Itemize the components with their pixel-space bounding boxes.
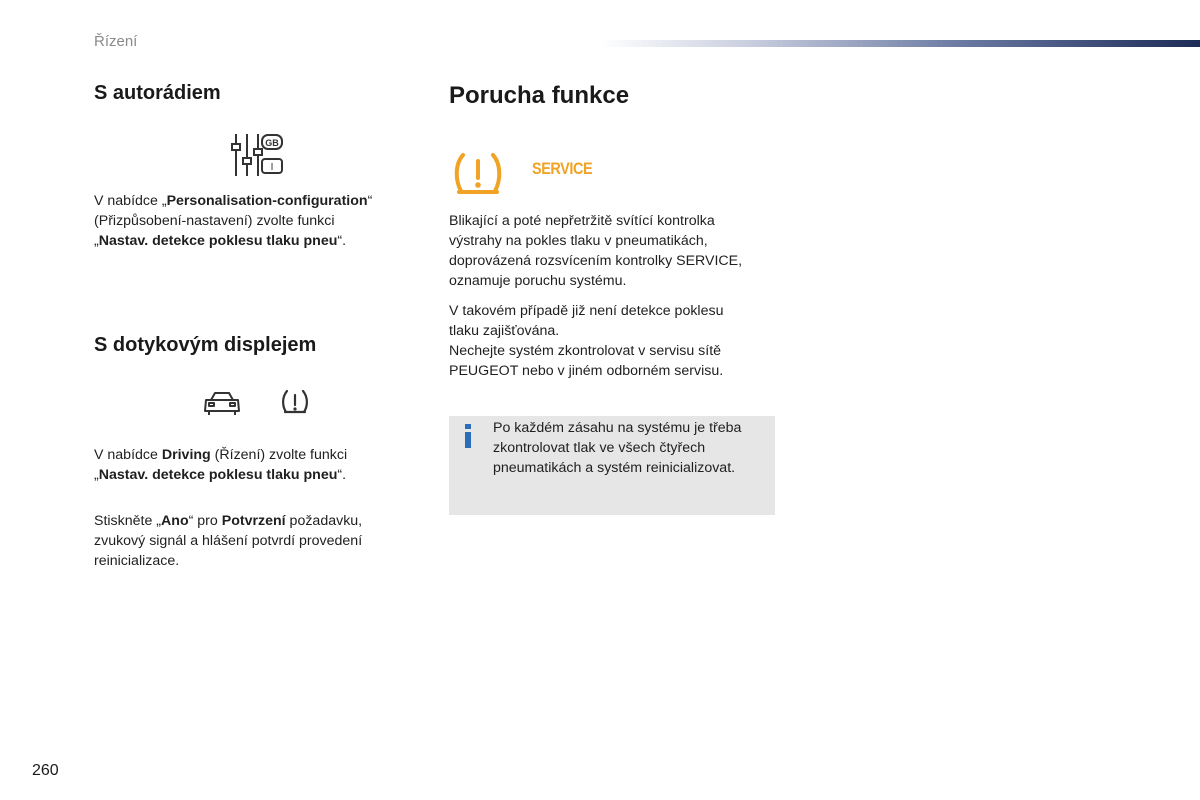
text: “. <box>337 233 347 249</box>
text: V nabídce „ <box>94 193 167 209</box>
malfunction-title: Porucha funkce <box>449 82 630 109</box>
text-line: výstrahy na pokles tlaku v pneumatikách, <box>449 233 708 249</box>
text: Stiskněte „ <box>94 513 162 529</box>
text: “ pro <box>188 513 222 529</box>
touch-instructions <box>94 445 414 485</box>
info-icon <box>463 424 475 448</box>
text: zvukový signál a hlášení potvrdí provedení <box>94 533 363 549</box>
text: “. <box>337 467 347 483</box>
text-line: Blikající a poté nepřetržitě svítící kontrolka <box>449 213 715 229</box>
info-box <box>449 416 775 515</box>
text: V nabídce <box>94 447 162 463</box>
menu-name: Personalisation-configuration <box>166 193 368 209</box>
text: „ <box>94 467 99 483</box>
text-line: tlaku zajišťována. <box>449 323 560 339</box>
text-line: pneumatikách a systém reinicializovat. <box>493 460 736 476</box>
button-name: Ano <box>161 513 189 529</box>
text: (Přizpůsobení-nastavení) zvolte funkci <box>94 213 335 229</box>
text: reinicializace. <box>94 553 180 569</box>
radio-instructions <box>94 191 414 251</box>
text-line: Nechejte systém zkontrolovat v servisu sítě <box>449 343 722 359</box>
info-text <box>493 418 769 478</box>
text-line: doprovázená rozsvícením kontrolky SERVICE, <box>449 253 743 269</box>
text-line: oznamuje poruchu systému. <box>449 273 627 289</box>
text-line: PEUGEOT nebo v jiném odborném servisu. <box>449 363 724 379</box>
text-line: V takovém případě již není detekce poklesu <box>449 303 724 319</box>
confirm-instructions <box>94 511 414 571</box>
tire-pressure-icon <box>280 388 310 418</box>
service-warning-label: SERVICE <box>532 159 593 178</box>
gb-label: GB <box>265 138 279 148</box>
text: „ <box>94 233 99 249</box>
page-number: 260 <box>32 762 59 779</box>
text: “ <box>367 193 373 209</box>
text: (Řízení) zvolte funkci <box>210 447 348 463</box>
radio-settings-icon <box>228 132 286 178</box>
text: požadavku, <box>285 513 363 529</box>
function-name: Nastav. detekce poklesu tlaku pneu <box>98 467 338 483</box>
i-label: I <box>270 162 274 173</box>
car-icon <box>202 390 242 418</box>
menu-name: Driving <box>161 447 211 463</box>
service-advice <box>449 301 779 381</box>
radio-section-title: S autorádiem <box>94 82 221 104</box>
header-gradient-bar <box>600 40 1200 47</box>
action-name: Potvrzení <box>221 513 286 529</box>
text-line: Po každém zásahu na systému je třeba <box>493 420 742 436</box>
text-line: zkontrolovat tlak ve všech čtyřech <box>493 440 706 456</box>
touch-section-title: S dotykovým displejem <box>94 334 317 356</box>
section-label: Řízení <box>94 33 138 50</box>
function-name: Nastav. detekce poklesu tlaku pneu <box>98 233 338 249</box>
tire-warning-icon <box>452 150 504 200</box>
malfunction-description <box>449 211 779 291</box>
